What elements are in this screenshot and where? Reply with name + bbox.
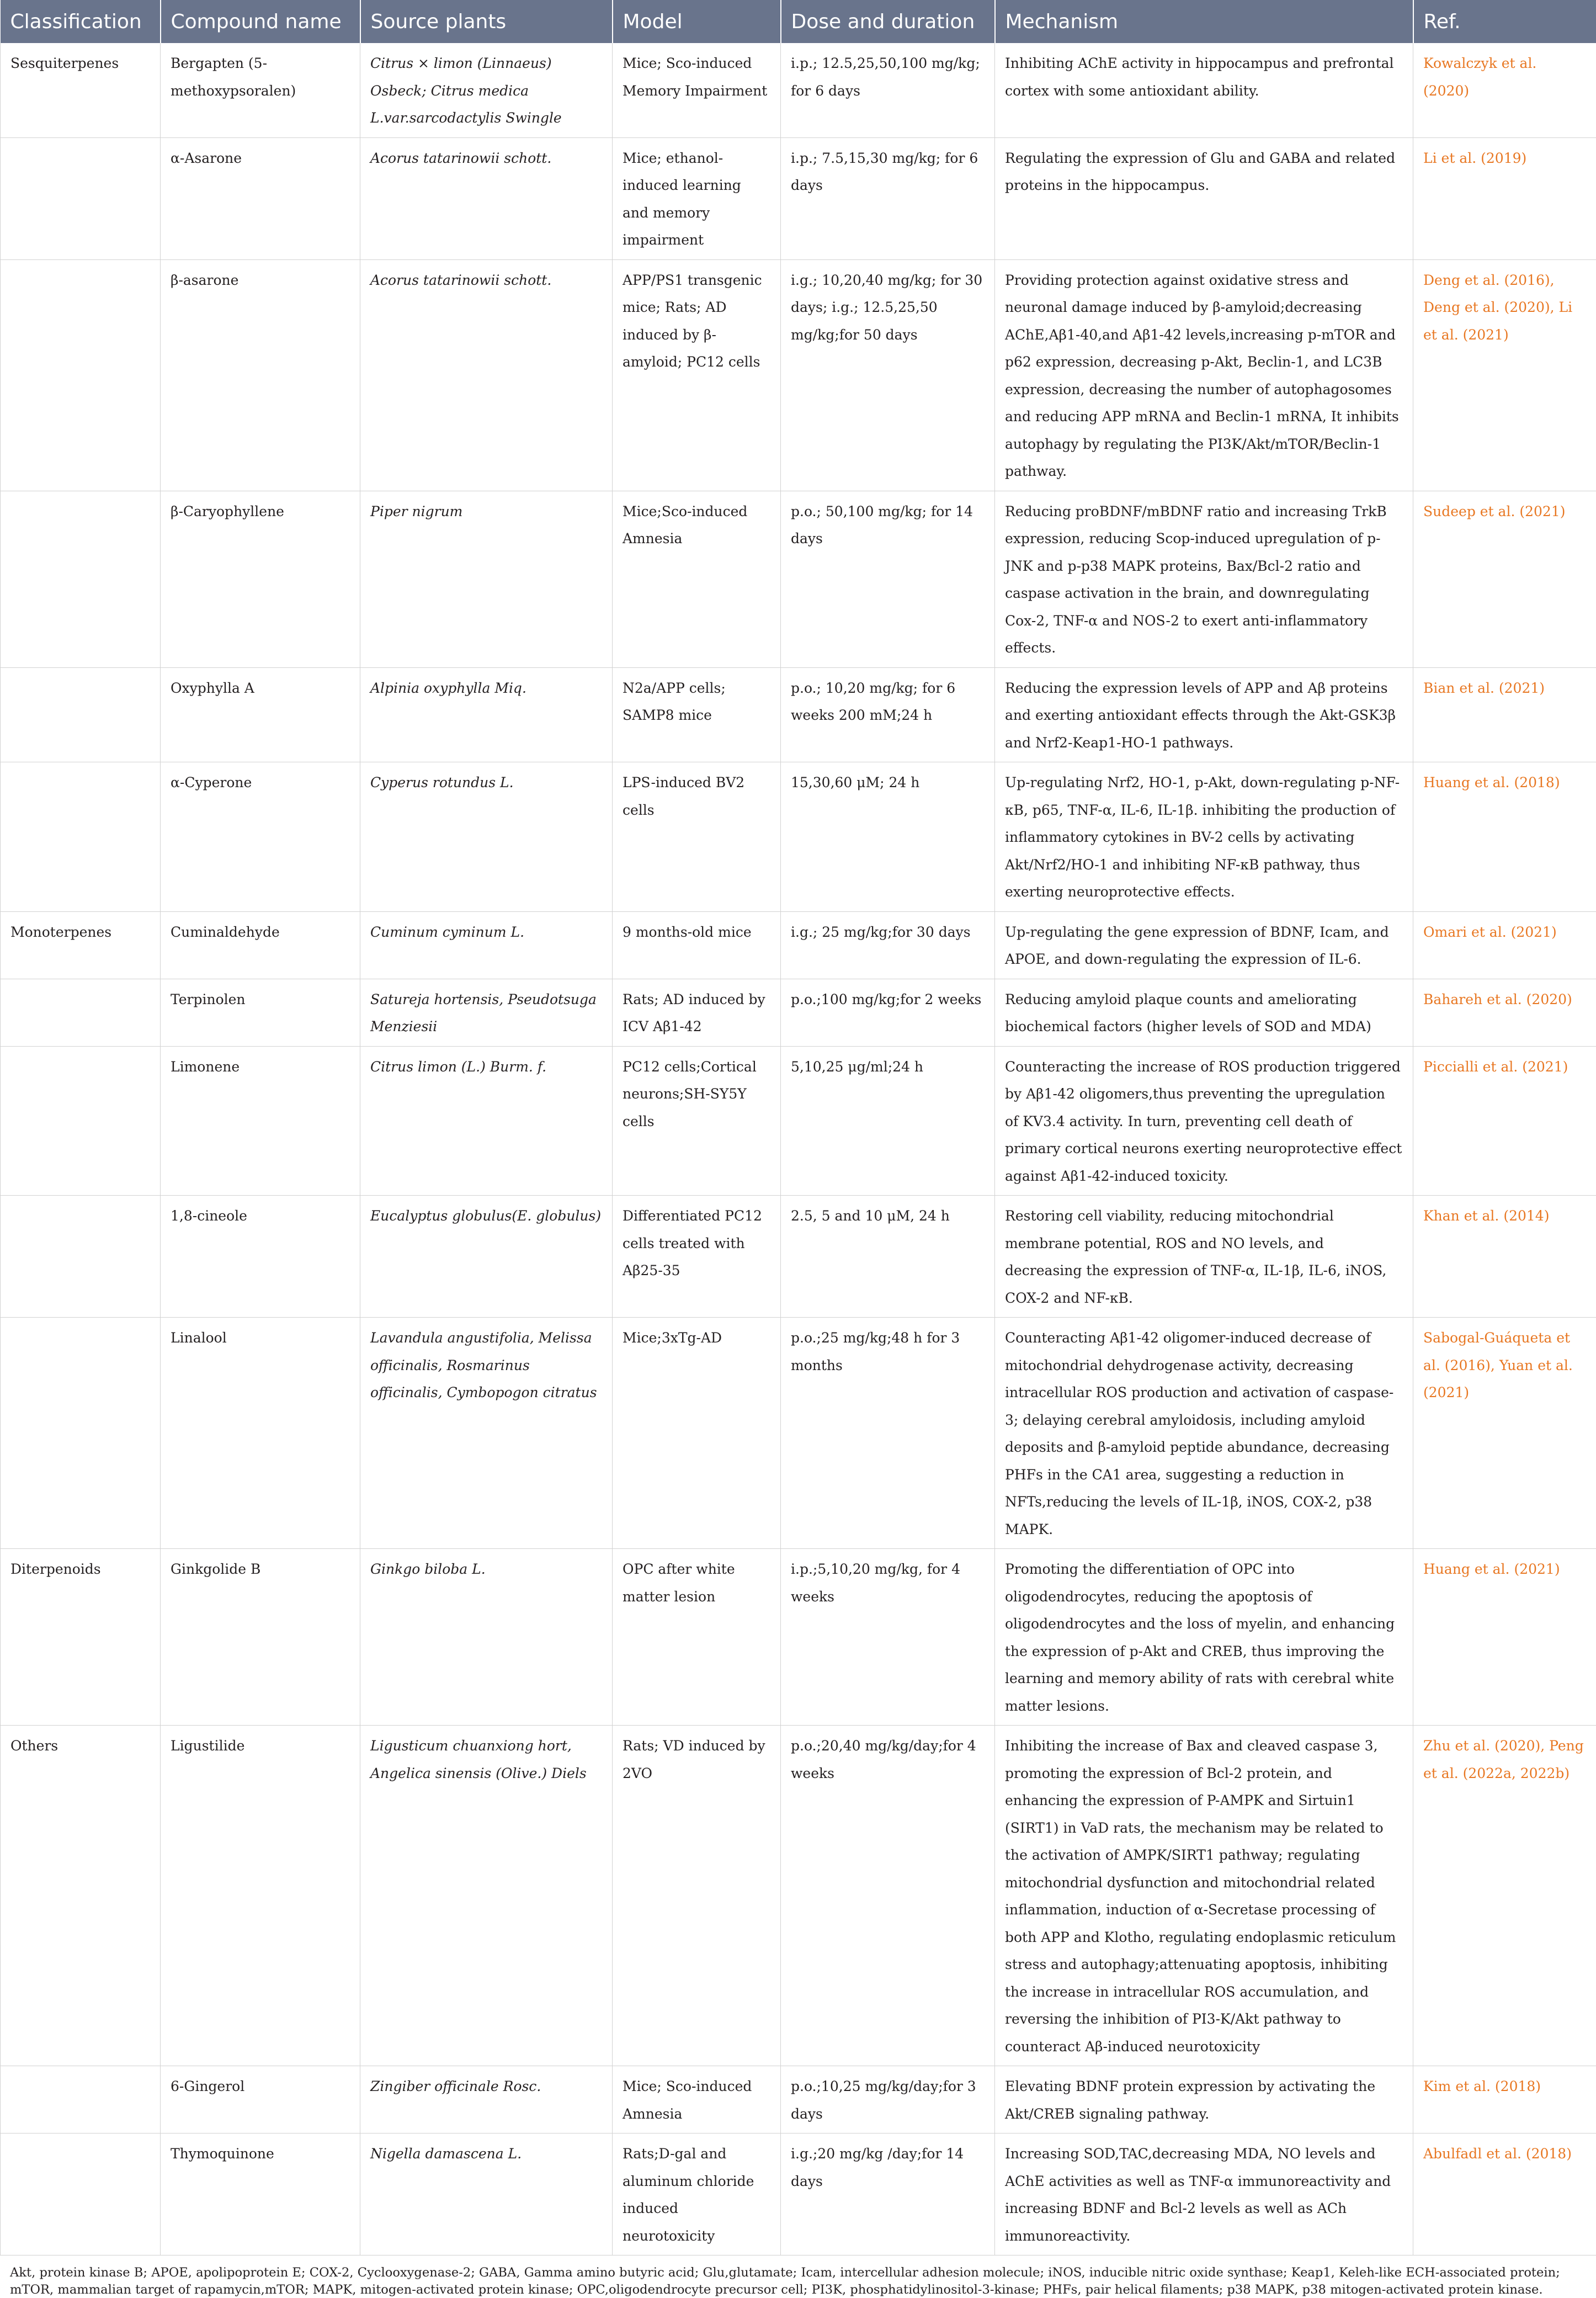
source-plants-cell: Cyperus rotundus L. (360, 762, 613, 912)
table-row (1, 2134, 1596, 2255)
dose-duration-cell: p.o.;100 mg/kg;for 2 weeks (781, 979, 995, 1046)
model-cell: APP/PS1 transgenic mice; Rats; AD induced by β-amyloid; PC12 cells (613, 259, 781, 491)
classification-cell: Sesquiterpenes (1, 43, 161, 137)
table-row (1, 911, 1596, 979)
reference-link[interactable]: Kowalczyk et al. (2020) (1413, 43, 1596, 137)
compound-name-cell: Cuminaldehyde (161, 911, 360, 979)
table-header-row (1, 0, 1596, 43)
mechanism-cell: Inhibiting the increase of Bax and cleaved caspase 3, promoting the expression of Bcl-2 protein, and enhancing the expression of P-AMPK and Sirtuin1 (SIRT1) in VaD rats, the mechanism may be related to the activation of AMPK/SIRT1 pathway; regulating mitochondrial dysfunction and mitochondrial related inflammation, induction of α-Secretase processing of both APP and Klotho, regulating endoplasmic reticulum stress and autophagy;attenuating apoptosis, inhibiting the increase in intracellular ROS accumulation, and reversing the inhibition of PI3-K/Akt pathway to counteract Aβ-induced neurotoxicity (995, 1726, 1413, 2066)
classification-cell (1, 667, 161, 762)
reference-link[interactable]: Sabogal-Guáqueta et al. (2016), Yuan et al. (2021) (1413, 1318, 1596, 1549)
compound-name-cell: 6-Gingerol (161, 2066, 360, 2134)
mechanism-cell: Reducing amyloid plaque counts and ameliorating biochemical factors (higher levels of SOD and MDA) (995, 979, 1413, 1046)
table-row (1, 1549, 1596, 1726)
source-plants-cell: Ligusticum chuanxiong hort, Angelica sinensis (Olive.) Diels (360, 1726, 613, 2066)
dose-duration-cell: 15,30,60 μM; 24 h (781, 762, 995, 912)
dose-duration-cell: i.p.;5,10,20 mg/kg, for 4 weeks (781, 1549, 995, 1726)
mechanism-cell: Reducing proBDNF/mBDNF ratio and increasing TrkB expression, reducing Scop-induced upregulation of p-JNK and p-p38 MAPK proteins, Bax/Bcl-2 ratio and caspase activation in the brain, and downregulating Cox-2, TNF-α and NOS-2 to exert anti-inflammatory effects. (995, 491, 1413, 667)
header-source-plants: Source plants (360, 0, 613, 43)
reference-link[interactable]: Zhu et al. (2020), Peng et al. (2022a, 2022b) (1413, 1726, 1596, 2066)
classification-cell: Diterpenoids (1, 1549, 161, 1726)
reference-link[interactable]: Huang et al. (2018) (1413, 762, 1596, 912)
table-row (1, 2066, 1596, 2134)
reference-link[interactable]: Abulfadl et al. (2018) (1413, 2134, 1596, 2255)
classification-cell (1, 1318, 161, 1549)
reference-link[interactable]: Huang et al. (2021) (1413, 1549, 1596, 1726)
table-row (1, 259, 1596, 491)
mechanism-cell: Promoting the differentiation of OPC into oligodendrocytes, reducing the apoptosis of oligodendrocytes and the loss of myelin, and enhancing the expression of p-Akt and CREB, thus improving the learning and memory ability of rats with cerebral white matter lesions. (995, 1549, 1413, 1726)
compound-name-cell: Limonene (161, 1046, 360, 1196)
source-plants-cell: Citrus × limon (Linnaeus) Osbeck; Citrus medica L.var.sarcodactylis Swingle (360, 43, 613, 137)
header-model: Model (613, 0, 781, 43)
model-cell: Rats;D-gal and aluminum chloride induced neurotoxicity (613, 2134, 781, 2255)
dose-duration-cell: 2.5, 5 and 10 μM, 24 h (781, 1196, 995, 1318)
classification-cell (1, 2134, 161, 2255)
mechanism-cell: Counteracting the increase of ROS production triggered by Aβ1-42 oligomers,thus preventing the upregulation of KV3.4 activity. In turn, preventing cell death of primary cortical neurons exerting neuroprotective effect against Aβ1-42-induced toxicity. (995, 1046, 1413, 1196)
compound-name-cell: 1,8-cineole (161, 1196, 360, 1318)
table-row (1, 1318, 1596, 1549)
source-plants-cell: Eucalyptus globulus(E. globulus) (360, 1196, 613, 1318)
dose-duration-cell: p.o.;10,25 mg/kg/day;for 3 days (781, 2066, 995, 2134)
dose-duration-cell: i.p.; 7.5,15,30 mg/kg; for 6 days (781, 137, 995, 259)
compound-name-cell: β-Caryophyllene (161, 491, 360, 667)
classification-cell (1, 762, 161, 912)
source-plants-cell: Piper nigrum (360, 491, 613, 667)
classification-cell: Monoterpenes (1, 911, 161, 979)
model-cell: Rats; VD induced by 2VO (613, 1726, 781, 2066)
dose-duration-cell: i.p.; 12.5,25,50,100 mg/kg; for 6 days (781, 43, 995, 137)
table-row (1, 1196, 1596, 1318)
reference-link[interactable]: Khan et al. (2014) (1413, 1196, 1596, 1318)
compound-name-cell: Thymoquinone (161, 2134, 360, 2255)
classification-cell: Others (1, 1726, 161, 2066)
dose-duration-cell: p.o.; 50,100 mg/kg; for 14 days (781, 491, 995, 667)
model-cell: Mice; Sco-induced Amnesia (613, 2066, 781, 2134)
classification-cell (1, 137, 161, 259)
mechanism-cell: Inhibiting AChE activity in hippocampus and prefrontal cortex with some antioxidant ability. (995, 43, 1413, 137)
compound-name-cell: α-Asarone (161, 137, 360, 259)
compound-name-cell: α-Cyperone (161, 762, 360, 912)
source-plants-cell: Satureja hortensis, Pseudotsuga Menziesii (360, 979, 613, 1046)
source-plants-cell: Nigella damascena L. (360, 2134, 613, 2255)
model-cell: OPC after white matter lesion (613, 1549, 781, 1726)
dose-duration-cell: 5,10,25 μg/ml;24 h (781, 1046, 995, 1196)
model-cell: Mice;3xTg-AD (613, 1318, 781, 1549)
table-row (1, 137, 1596, 259)
model-cell: N2a/APP cells; SAMP8 mice (613, 667, 781, 762)
classification-cell (1, 1046, 161, 1196)
compound-name-cell: Linalool (161, 1318, 360, 1549)
compound-name-cell: Ligustilide (161, 1726, 360, 2066)
source-plants-cell: Alpinia oxyphylla Miq. (360, 667, 613, 762)
mechanism-cell: Providing protection against oxidative stress and neuronal damage induced by β-amyloid;decreasing AChE,Aβ1-40,and Aβ1-42 levels,increasing p-mTOR and p62 expression, decreasing p-Akt, Beclin-1, and LC3B expression, decreasing the number of autophagosomes and reducing APP mRNA and Beclin-1 mRNA, It inhibits autophagy by regulating the PI3K/Akt/mTOR/Beclin-1 pathway. (995, 259, 1413, 491)
reference-link[interactable]: Li et al. (2019) (1413, 137, 1596, 259)
table-row (1, 43, 1596, 137)
mechanism-cell: Increasing SOD,TAC,decreasing MDA, NO levels and AChE activities as well as TNF-α immunoreactivity and increasing BDNF and Bcl-2 levels as well as ACh immunoreactivity. (995, 2134, 1413, 2255)
source-plants-cell: Citrus limon (L.) Burm. f. (360, 1046, 613, 1196)
table-row (1, 667, 1596, 762)
dose-duration-cell: p.o.; 10,20 mg/kg; for 6 weeks 200 mM;24 h (781, 667, 995, 762)
model-cell: Mice; Sco-induced Memory Impairment (613, 43, 781, 137)
table-row (1, 491, 1596, 667)
reference-link[interactable]: Kim et al. (2018) (1413, 2066, 1596, 2134)
mechanism-cell: Counteracting Aβ1-42 oligomer-induced decrease of mitochondrial dehydrogenase activity, decreasing intracellular ROS production and activation of caspase-3; delaying cerebral amyloidosis, including amyloid deposits and β-amyloid peptide abundance, decreasing PHFs in the CA1 area, suggesting a reduction in NFTs,reducing the levels of IL-1β, iNOS, COX-2, p38 MAPK. (995, 1318, 1413, 1549)
source-plants-cell: Ginkgo biloba L. (360, 1549, 613, 1726)
source-plants-cell: Zingiber officinale Rosc. (360, 2066, 613, 2134)
reference-link[interactable]: Piccialli et al. (2021) (1413, 1046, 1596, 1196)
source-plants-cell: Acorus tatarinowii schott. (360, 259, 613, 491)
model-cell: Mice; ethanol-induced learning and memory impairment (613, 137, 781, 259)
dose-duration-cell: i.g.; 25 mg/kg;for 30 days (781, 911, 995, 979)
mechanism-cell: Regulating the expression of Glu and GABA and related proteins in the hippocampus. (995, 137, 1413, 259)
header-dose-duration: Dose and duration (781, 0, 995, 43)
mechanism-cell: Elevating BDNF protein expression by activating the Akt/CREB signaling pathway. (995, 2066, 1413, 2134)
reference-link[interactable]: Bahareh et al. (2020) (1413, 979, 1596, 1046)
dose-duration-cell: p.o.;25 mg/kg;48 h for 3 months (781, 1318, 995, 1549)
classification-cell (1, 1196, 161, 1318)
model-cell: LPS-induced BV2 cells (613, 762, 781, 912)
model-cell: Mice;Sco-induced Amnesia (613, 491, 781, 667)
source-plants-cell: Acorus tatarinowii schott. (360, 137, 613, 259)
model-cell: PC12 cells;Cortical neurons;SH-SY5Y cells (613, 1046, 781, 1196)
model-cell: Rats; AD induced by ICV Aβ1-42 (613, 979, 781, 1046)
table-row (1, 762, 1596, 912)
classification-cell (1, 259, 161, 491)
dose-duration-cell: i.g.; 10,20,40 mg/kg; for 30 days; i.g.; 12.5,25,50 mg/kg;for 50 days (781, 259, 995, 491)
compound-name-cell: Oxyphylla A (161, 667, 360, 762)
mechanism-cell: Restoring cell viability, reducing mitochondrial membrane potential, ROS and NO levels, and decreasing the expression of TNF-α, IL-1β, IL-6, iNOS, COX-2 and NF-κB. (995, 1196, 1413, 1318)
mechanism-cell: Up-regulating Nrf2, HO-1, p-Akt, down-regulating p-NF-κB, p65, TNF-α, IL-6, IL-1β. inhibiting the production of inflammatory cytokines in BV-2 cells by activating Akt/Nrf2/HO-1 and inhibiting NF-κB pathway, thus exerting neuroprotective effects. (995, 762, 1413, 912)
classification-cell (1, 491, 161, 667)
header-mechanism: Mechanism (995, 0, 1413, 43)
table-row (1, 979, 1596, 1046)
table-row (1, 1046, 1596, 1196)
source-plants-cell: Lavandula angustifolia, Melissa officinalis, Rosmarinus officinalis, Cymbopogon citratus (360, 1318, 613, 1549)
mechanism-cell: Up-regulating the gene expression of BDNF, Icam, and APOE, and down-regulating the expression of IL-6. (995, 911, 1413, 979)
classification-cell (1, 2066, 161, 2134)
model-cell: Differentiated PC12 cells treated with Aβ25-35 (613, 1196, 781, 1318)
table-row (1, 1726, 1596, 2066)
reference-link[interactable]: Deng et al. (2016), Deng et al. (2020), Li et al. (2021) (1413, 259, 1596, 491)
compound-name-cell: Ginkgolide B (161, 1549, 360, 1726)
reference-link[interactable]: Sudeep et al. (2021) (1413, 491, 1596, 667)
source-plants-cell: Cuminum cyminum L. (360, 911, 613, 979)
classification-cell (1, 979, 161, 1046)
model-cell: 9 months-old mice (613, 911, 781, 979)
mechanism-cell: Reducing the expression levels of APP and Aβ proteins and exerting antioxidant effects through the Akt-GSK3β and Nrf2-Keap1-HO-1 pathways. (995, 667, 1413, 762)
table-footnote: Akt, protein kinase B; APOE, apolipoprotein E; COX-2, Cyclooxygenase-2; GABA, Gamma amino butyric acid; Glu,glutamate; Icam, intercellular adhesion molecule; iNOS, inducible nitric oxide synthase; Keap1, Keleh-like ECH-associated protein; mTOR, mammalian target of rapamycin,mTOR; MAPK, mitogen-activated protein kinase; OPC,oligodendrocyte precursor cell; PI3K, phosphatidylinositol-3-kinase; PHFs, pair helical filaments; p38 MAPK, p38 mitogen-activated protein kinase. (0, 2255, 1596, 2298)
header-ref: Ref. (1413, 0, 1596, 43)
reference-link[interactable]: Bian et al. (2021) (1413, 667, 1596, 762)
reference-link[interactable]: Omari et al. (2021) (1413, 911, 1596, 979)
dose-duration-cell: p.o.;20,40 mg/kg/day;for 4 weeks (781, 1726, 995, 2066)
header-classification: Classification (1, 0, 161, 43)
compound-name-cell: Bergapten (5-methoxypsoralen) (161, 43, 360, 137)
header-compound-name: Compound name (161, 0, 360, 43)
compound-name-cell: β-asarone (161, 259, 360, 491)
compound-name-cell: Terpinolen (161, 979, 360, 1046)
dose-duration-cell: i.g.;20 mg/kg /day;for 14 days (781, 2134, 995, 2255)
